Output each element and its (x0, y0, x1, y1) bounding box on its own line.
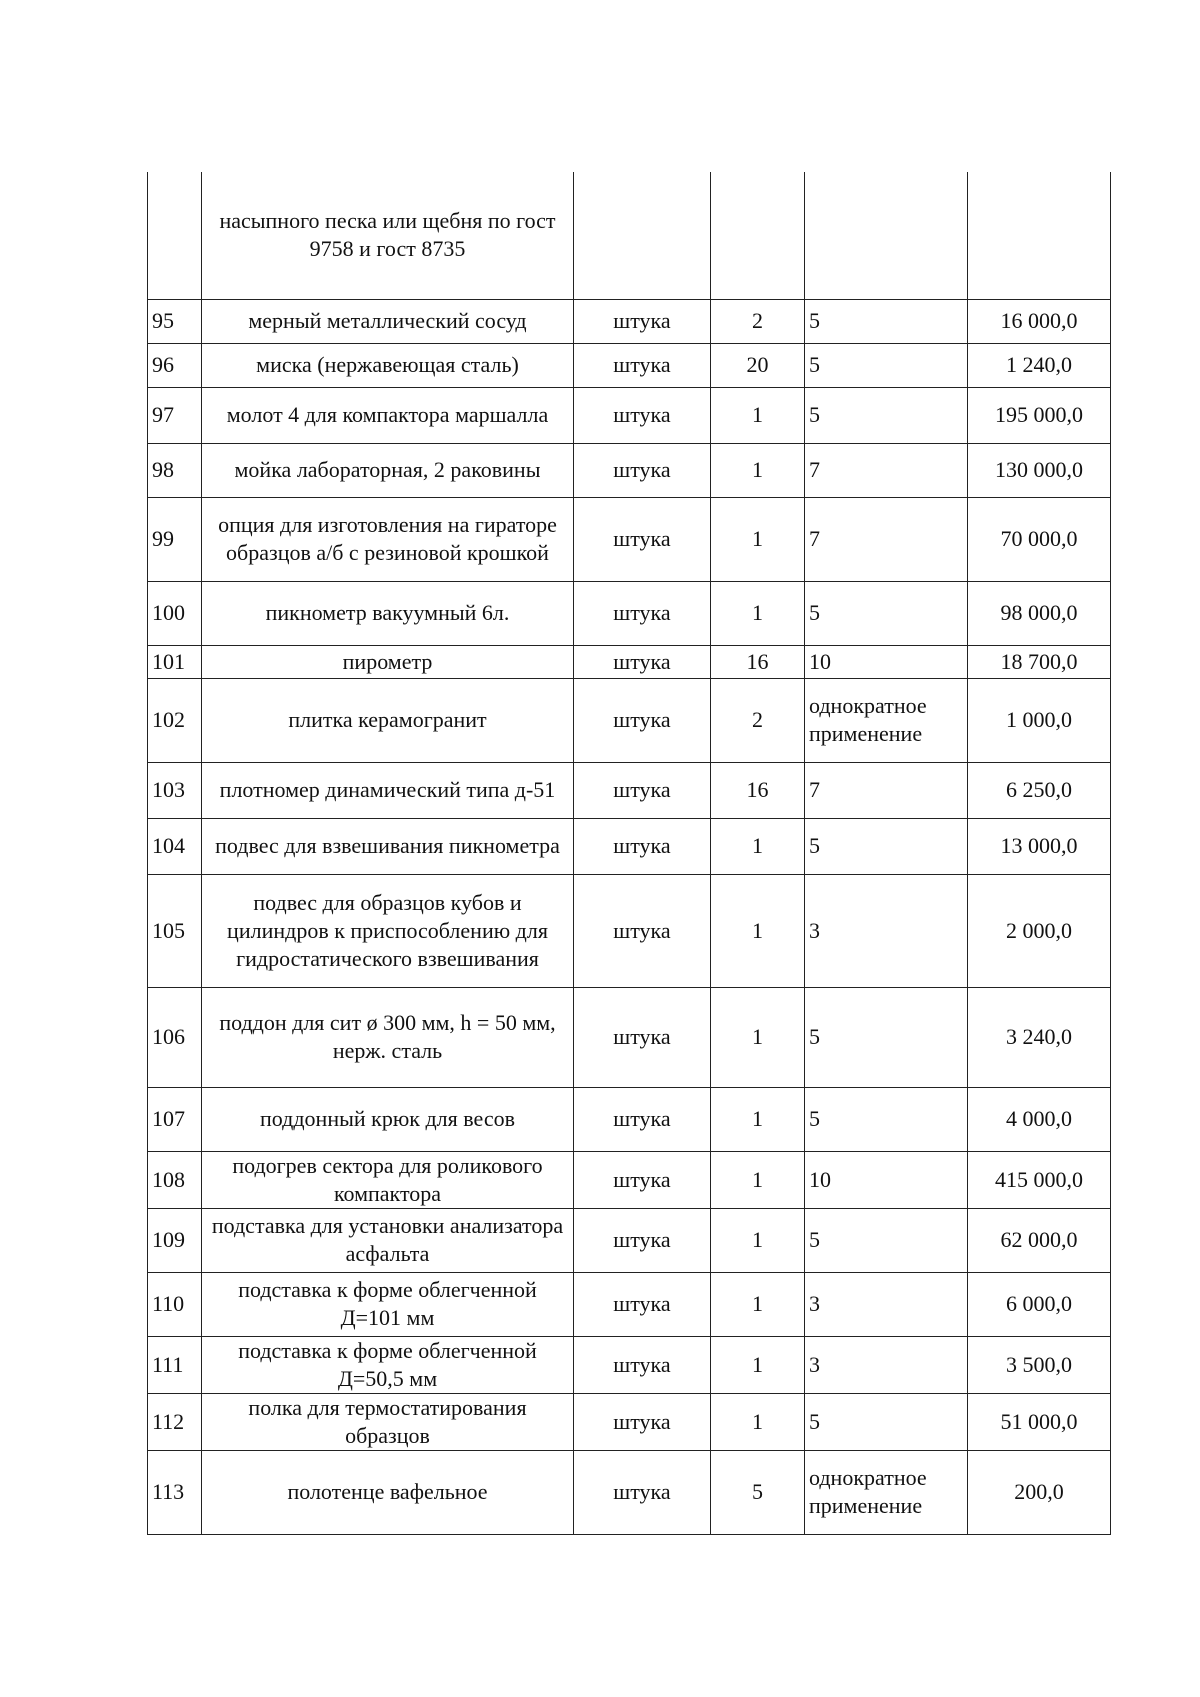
cell-unit: штука (574, 581, 711, 645)
cell-qty: 2 (711, 678, 805, 762)
cell-price: 13 000,0 (968, 818, 1111, 874)
cell-qty: 1 (711, 581, 805, 645)
cell-life: 3 (805, 1272, 968, 1336)
table-row (148, 1272, 1111, 1336)
cell-life: 5 (805, 343, 968, 387)
cell-qty: 1 (711, 987, 805, 1087)
table-row (148, 762, 1111, 818)
cell-price: 6 000,0 (968, 1272, 1111, 1336)
cell-name: пирометр (202, 645, 574, 678)
cell-unit: штука (574, 818, 711, 874)
cell-unit: штука (574, 343, 711, 387)
cell-qty: 16 (711, 645, 805, 678)
cell-life: 5 (805, 987, 968, 1087)
cell-name: опция для изготовления на гираторе образцов а/б с резиновой крошкой (202, 497, 574, 581)
cell-price: 2 000,0 (968, 874, 1111, 987)
cell-life: 3 (805, 1336, 968, 1393)
cell-name: подставка к форме облегченной Д=101 мм (202, 1272, 574, 1336)
cell-qty: 20 (711, 343, 805, 387)
cell-unit: штука (574, 987, 711, 1087)
cell-qty: 1 (711, 1151, 805, 1208)
cell-unit: штука (574, 645, 711, 678)
cell-num: 98 (148, 443, 202, 497)
table-row (148, 1087, 1111, 1151)
cell-name: полотенце вафельное (202, 1450, 574, 1534)
table-row (148, 343, 1111, 387)
cell-unit: штука (574, 1087, 711, 1151)
table-row (148, 1151, 1111, 1208)
cell-life: однократное применение (805, 678, 968, 762)
table-row (148, 645, 1111, 678)
cell-qty: 1 (711, 1087, 805, 1151)
cell-unit: штука (574, 1272, 711, 1336)
cell-price: 1 000,0 (968, 678, 1111, 762)
table-body (148, 172, 1111, 1534)
cell-price: 62 000,0 (968, 1208, 1111, 1272)
cell-name: насыпного песка или щебня по гост 9758 и гост 8735 (202, 172, 574, 299)
cell-qty: 2 (711, 299, 805, 343)
cell-life: 3 (805, 874, 968, 987)
cell-price: 51 000,0 (968, 1393, 1111, 1450)
cell-life: 7 (805, 497, 968, 581)
cell-qty: 1 (711, 387, 805, 443)
table-row (148, 1393, 1111, 1450)
cell-qty: 5 (711, 1450, 805, 1534)
table-row (148, 874, 1111, 987)
table-row (148, 987, 1111, 1087)
cell-price: 6 250,0 (968, 762, 1111, 818)
cell-qty: 1 (711, 1208, 805, 1272)
table-row (148, 581, 1111, 645)
cell-unit: штука (574, 762, 711, 818)
cell-unit: штука (574, 1208, 711, 1272)
cell-price: 18 700,0 (968, 645, 1111, 678)
cell-num: 110 (148, 1272, 202, 1336)
table-row (148, 1208, 1111, 1272)
cell-num: 107 (148, 1087, 202, 1151)
cell-unit: штука (574, 678, 711, 762)
cell-unit: штука (574, 299, 711, 343)
cell-price: 200,0 (968, 1450, 1111, 1534)
cell-num: 95 (148, 299, 202, 343)
cell-unit: штука (574, 387, 711, 443)
cell-name: подвес для взвешивания пикнометра (202, 818, 574, 874)
table-row (148, 678, 1111, 762)
cell-price: 3 500,0 (968, 1336, 1111, 1393)
cell-qty (711, 172, 805, 299)
cell-name: плитка керамогранит (202, 678, 574, 762)
cell-unit: штука (574, 1151, 711, 1208)
cell-price: 3 240,0 (968, 987, 1111, 1087)
cell-name: мойка лабораторная, 2 раковины (202, 443, 574, 497)
cell-price: 16 000,0 (968, 299, 1111, 343)
cell-name: поддон для сит ø 300 мм, h = 50 мм, нерж. сталь (202, 987, 574, 1087)
cell-num: 108 (148, 1151, 202, 1208)
cell-life: 10 (805, 1151, 968, 1208)
cell-unit: штука (574, 497, 711, 581)
cell-price: 98 000,0 (968, 581, 1111, 645)
cell-price: 415 000,0 (968, 1151, 1111, 1208)
cell-num: 112 (148, 1393, 202, 1450)
cell-num: 100 (148, 581, 202, 645)
cell-name: молот 4 для компактора маршалла (202, 387, 574, 443)
cell-num: 103 (148, 762, 202, 818)
cell-qty: 1 (711, 497, 805, 581)
cell-unit: штука (574, 1336, 711, 1393)
table-row-continuation (148, 172, 1111, 299)
cell-name: подставка к форме облегченной Д=50,5 мм (202, 1336, 574, 1393)
cell-name: пикнометр вакуумный 6л. (202, 581, 574, 645)
table-row (148, 818, 1111, 874)
cell-num: 111 (148, 1336, 202, 1393)
cell-num: 99 (148, 497, 202, 581)
cell-name: поддонный крюк для весов (202, 1087, 574, 1151)
cell-unit: штука (574, 1393, 711, 1450)
cell-qty: 1 (711, 1393, 805, 1450)
cell-name: миска (нержавеющая сталь) (202, 343, 574, 387)
cell-num: 101 (148, 645, 202, 678)
table-row (148, 443, 1111, 497)
cell-num: 96 (148, 343, 202, 387)
cell-price: 70 000,0 (968, 497, 1111, 581)
cell-num: 113 (148, 1450, 202, 1534)
cell-num: 109 (148, 1208, 202, 1272)
cell-num: 104 (148, 818, 202, 874)
cell-num: 105 (148, 874, 202, 987)
cell-price: 1 240,0 (968, 343, 1111, 387)
cell-unit (574, 172, 711, 299)
cell-qty: 1 (711, 443, 805, 497)
cell-life: однократное применение (805, 1450, 968, 1534)
table-row (148, 387, 1111, 443)
table-row (148, 1450, 1111, 1534)
cell-life: 5 (805, 581, 968, 645)
table-row (148, 1336, 1111, 1393)
cell-name: полка для термостатирования образцов (202, 1393, 574, 1450)
cell-price: 4 000,0 (968, 1087, 1111, 1151)
cell-life: 5 (805, 1087, 968, 1151)
cell-qty: 1 (711, 818, 805, 874)
cell-price (968, 172, 1111, 299)
cell-qty: 1 (711, 1272, 805, 1336)
cell-qty: 1 (711, 1336, 805, 1393)
cell-num: 97 (148, 387, 202, 443)
cell-life: 10 (805, 645, 968, 678)
cell-unit: штука (574, 874, 711, 987)
cell-name: подставка для установки анализатора асфальта (202, 1208, 574, 1272)
cell-num: 102 (148, 678, 202, 762)
cell-unit: штука (574, 1450, 711, 1534)
cell-life: 5 (805, 818, 968, 874)
cell-unit: штука (574, 443, 711, 497)
cell-num: 106 (148, 987, 202, 1087)
cell-life: 5 (805, 1208, 968, 1272)
table-row (148, 497, 1111, 581)
cell-num (148, 172, 202, 299)
cell-life (805, 172, 968, 299)
cell-life: 5 (805, 387, 968, 443)
cell-name: подогрев сектора для роликового компактора (202, 1151, 574, 1208)
equipment-table (147, 172, 1111, 1535)
cell-price: 195 000,0 (968, 387, 1111, 443)
cell-life: 5 (805, 1393, 968, 1450)
table-row (148, 299, 1111, 343)
cell-name: плотномер динамический типа д-51 (202, 762, 574, 818)
cell-life: 7 (805, 443, 968, 497)
cell-price: 130 000,0 (968, 443, 1111, 497)
cell-name: мерный металлический сосуд (202, 299, 574, 343)
cell-name: подвес для образцов кубов и цилиндров к приспособлению для гидростатического взвешивания (202, 874, 574, 987)
cell-qty: 16 (711, 762, 805, 818)
cell-life: 7 (805, 762, 968, 818)
cell-life: 5 (805, 299, 968, 343)
cell-qty: 1 (711, 874, 805, 987)
